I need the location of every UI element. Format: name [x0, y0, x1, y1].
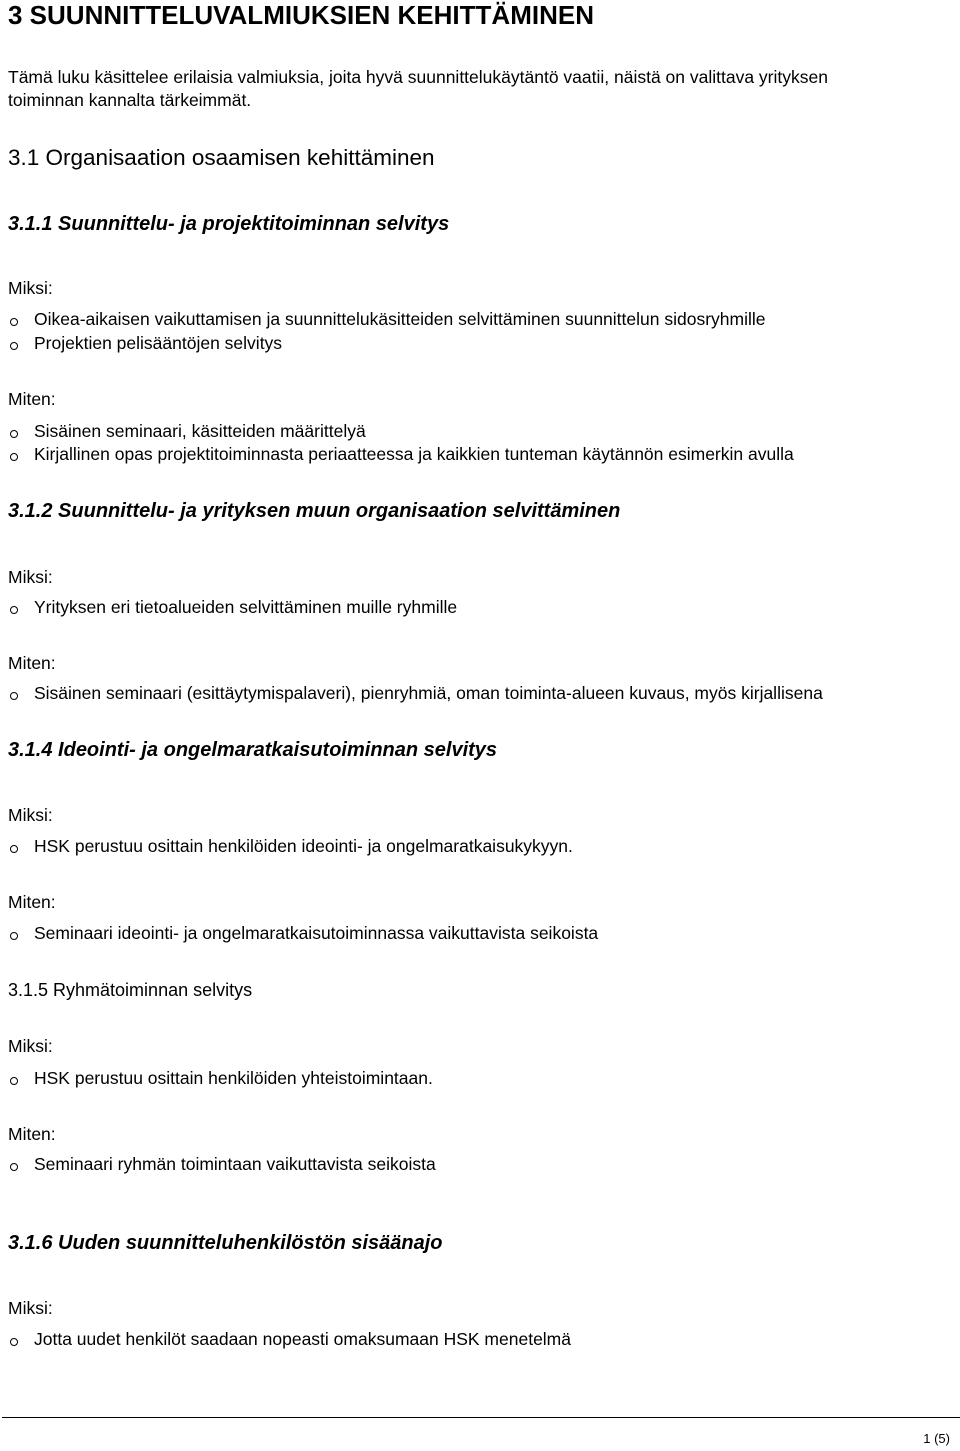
bullet-icon	[10, 606, 18, 614]
miksi-label: Miksi:	[8, 278, 53, 298]
subsection-heading: 3.1.4 Ideointi- ja ongelmaratkaisutoiminnan selvitys	[8, 739, 498, 761]
miksi-label: Miksi:	[8, 805, 53, 825]
list-item: HSK perustuu osittain henkilöiden yhteistoimintaan.	[34, 1068, 433, 1088]
bullet-icon	[10, 1077, 18, 1085]
subsection-heading: 3.1.6 Uuden suunnitteluhenkilöstön sisäänajo	[8, 1232, 443, 1254]
miten-label: Miten:	[8, 1124, 56, 1144]
list-item: Projektien pelisääntöjen selvitys	[34, 333, 283, 353]
bullet-icon	[10, 318, 18, 326]
subsection-heading: 3.1.2 Suunnittelu- ja yrityksen muun organisaation selvittäminen	[8, 500, 621, 522]
miksi-label: Miksi:	[8, 1036, 53, 1056]
page-number: 1 (5)	[923, 1431, 950, 1446]
bullet-icon	[10, 845, 18, 853]
miten-label: Miten:	[8, 389, 56, 409]
list-item: Sisäinen seminaari (esittäytymispalaveri), pienryhmiä, oman toiminta-alueen kuvaus, myös kirjallisena	[34, 683, 823, 703]
intro-line-1: Tämä luku käsittelee erilaisia valmiuksia, joita hyvä suunnittelukäytäntö vaatii, näistä on valittava yrityksen	[8, 67, 828, 87]
miten-label: Miten:	[8, 653, 56, 673]
bullet-icon	[10, 692, 18, 700]
bullet-icon	[10, 1163, 18, 1171]
bullet-icon	[10, 932, 18, 940]
section-heading: 3.1 Organisaation osaamisen kehittäminen	[8, 145, 435, 170]
list-item: Kirjallinen opas projektitoiminnasta periaatteessa ja kaikkien tunteman käytännön esimerkin avulla	[34, 444, 794, 464]
list-item: Seminaari ideointi- ja ongelmaratkaisutoiminnassa vaikuttavista seikoista	[34, 923, 599, 943]
bullet-icon	[10, 1338, 18, 1346]
bullet-icon	[10, 342, 18, 350]
intro-line-2: toiminnan kannalta tärkeimmät.	[8, 90, 252, 110]
list-item: Oikea-aikaisen vaikuttamisen ja suunnittelukäsitteiden selvittäminen suunnittelun sidosryhmille	[34, 309, 766, 329]
page-title: 3 SUUNNITTELUVALMIUKSIEN KEHITTÄMINEN	[8, 0, 594, 30]
footer-rule	[2, 1417, 960, 1418]
list-item: Yrityksen eri tietoalueiden selvittäminen muille ryhmille	[34, 597, 458, 617]
list-item: HSK perustuu osittain henkilöiden ideointi- ja ongelmaratkaisukykyyn.	[34, 836, 573, 856]
list-item: Jotta uudet henkilöt saadaan nopeasti omaksumaan HSK menetelmä	[34, 1329, 571, 1349]
subsection-heading: 3.1.5 Ryhmätoiminnan selvitys	[8, 980, 253, 1000]
list-item: Sisäinen seminaari, käsitteiden määrittelyä	[34, 421, 366, 441]
miksi-label: Miksi:	[8, 1298, 53, 1318]
miten-label: Miten:	[8, 892, 56, 912]
bullet-icon	[10, 453, 18, 461]
bullet-icon	[10, 430, 18, 438]
list-item: Seminaari ryhmän toimintaan vaikuttavista seikoista	[34, 1154, 436, 1174]
subsection-heading: 3.1.1 Suunnittelu- ja projektitoiminnan selvitys	[8, 213, 450, 235]
miksi-label: Miksi:	[8, 567, 53, 587]
